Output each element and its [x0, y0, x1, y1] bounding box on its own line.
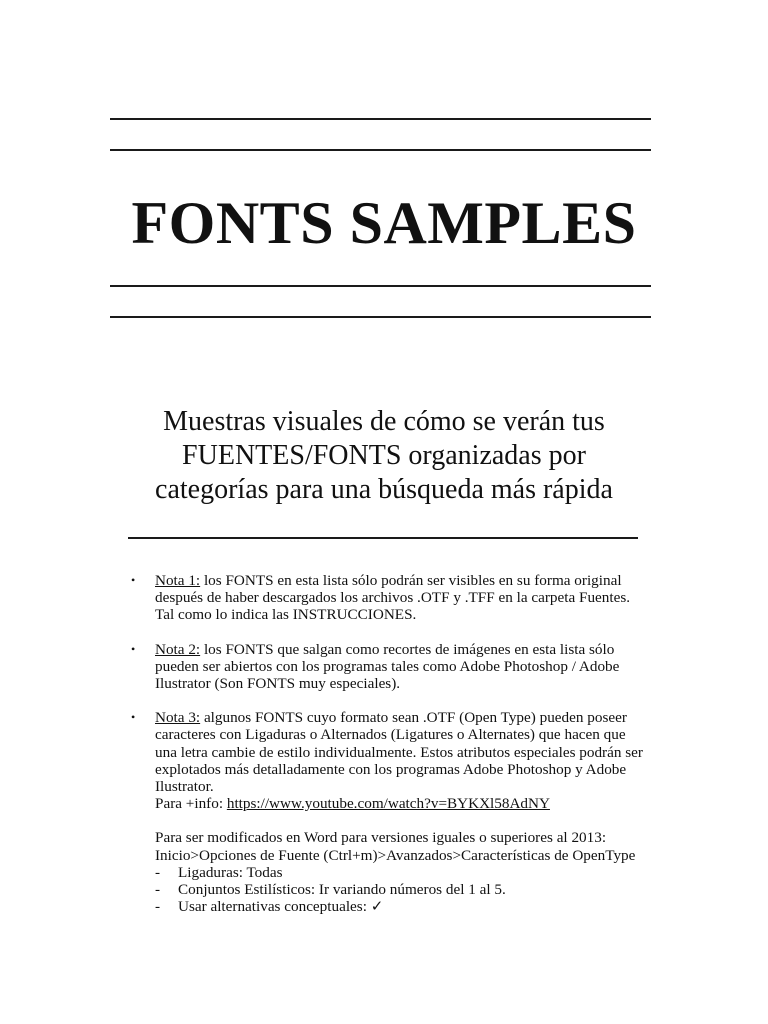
dash-marker: - — [155, 898, 161, 916]
dash-marker: - — [155, 863, 161, 881]
note-text: Ilustrator. — [155, 778, 214, 796]
notes-list — [131, 572, 675, 932]
bullet-icon: • — [131, 710, 136, 725]
note-text: los FONTS en esta lista sólo podrán ser visibles en su forma original — [200, 572, 622, 589]
note-text: una letra cambie de estilo individualmente. Estos atributos especiales podrán ser — [155, 743, 643, 761]
note-text: los FONTS que salgan como recortes de imágenes en esta lista sólo — [200, 640, 615, 658]
horizontal-rule — [110, 316, 651, 318]
subtitle-line: FUENTES/FONTS organizadas por — [182, 440, 586, 471]
horizontal-rule — [110, 118, 651, 120]
list-item-text: Ligaduras: Todas — [178, 863, 283, 881]
list-item-text: Conjuntos Estilísticos: Ir variando números del 1 al 5. — [178, 881, 506, 899]
info-prefix: Para +info: — [155, 795, 227, 813]
list-item — [155, 898, 675, 915]
subtitle-line: Muestras visuales de cómo se verán tus — [163, 406, 605, 437]
note-text: explotados más detalladamente con los programas Adobe Photoshop y Adobe — [155, 760, 627, 778]
horizontal-rule — [110, 149, 651, 151]
list-item-text: Usar alternativas conceptuales: ✓ — [178, 898, 384, 916]
note-item — [131, 640, 675, 693]
horizontal-rule — [110, 285, 651, 287]
note-item — [131, 572, 675, 624]
note-label: Nota 1: — [155, 572, 201, 589]
note-label: Nota 2: — [155, 640, 201, 658]
dash-marker: - — [155, 881, 161, 899]
word-instructions-text: Inicio>Opciones de Fuente (Ctrl+m)>Avanzados>Características de OpenType — [155, 846, 636, 864]
note-text: después de haber descargados los archivos .OTF y .TFF en la carpeta Fuentes. — [155, 589, 631, 607]
horizontal-rule — [128, 537, 638, 539]
note-text: algunos FONTS cuyo formato sean .OTF (Open Type) pueden poseer — [200, 709, 627, 727]
note-text: Ilustrator (Son FONTS muy especiales). — [155, 675, 401, 693]
youtube-link[interactable]: https://www.youtube.com/watch?v=BYKXl58AdNY — [226, 795, 550, 813]
note-text: caracteres con Ligaduras o Alternados (Ligatures o Alternates) que hacen que — [155, 726, 626, 744]
subtitle — [0, 405, 768, 507]
note-label: Nota 3: — [155, 709, 201, 727]
subtitle-line: categorías para una búsqueda más rápida — [155, 474, 613, 505]
word-instructions-text: Para ser modificados en Word para versiones iguales o superiores al 2013: — [155, 829, 607, 847]
list-item — [155, 864, 675, 881]
bullet-icon: • — [131, 641, 136, 656]
note-item — [131, 709, 675, 916]
bullet-icon: • — [131, 573, 136, 587]
note-text: pueden ser abiertos con los programas tales como Adobe Photoshop / Adobe — [155, 657, 620, 675]
note-text: Tal como lo indica las INSTRUCCIONES. — [155, 606, 417, 624]
list-item — [155, 881, 675, 898]
page-title: FONTS SAMPLES — [131, 190, 637, 256]
